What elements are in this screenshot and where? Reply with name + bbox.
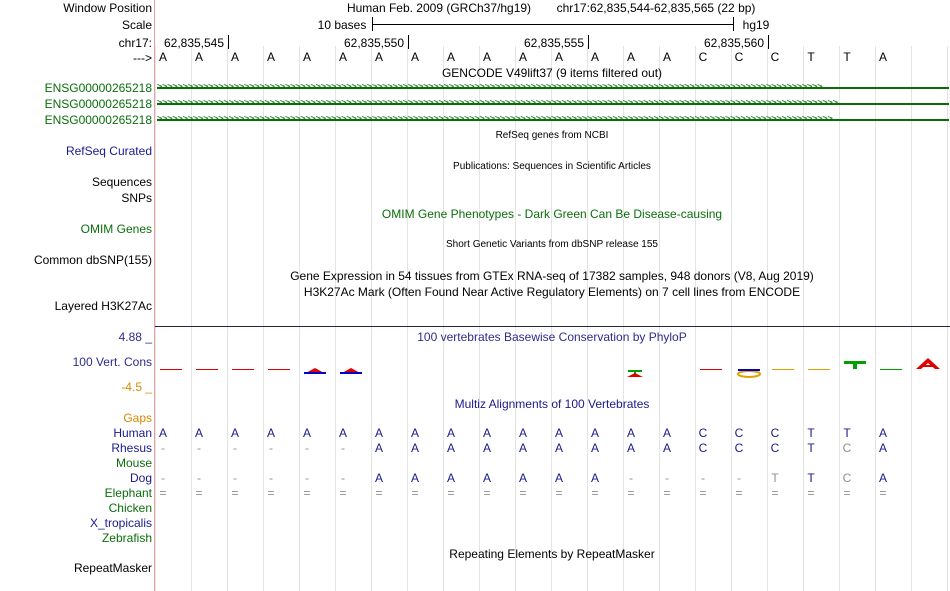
alignment-dog-base: - (701, 471, 705, 485)
base-guide-line (803, 46, 804, 591)
alignment-elephant-base: = (195, 486, 203, 500)
base-letter: A (518, 50, 527, 64)
logo-t-1 (627, 370, 643, 377)
base-letter: C (734, 50, 744, 64)
strand-arrow-label: ---> (133, 51, 152, 65)
alignment-rhesus-base: A (446, 441, 455, 455)
alignment-human-base: A (446, 426, 455, 440)
base-guide-line (479, 46, 480, 591)
chromosome-label: chr17: (118, 36, 152, 50)
base-letter: C (698, 50, 708, 64)
base-guide-line (911, 46, 912, 591)
dbsnp-track-title: Short Genetic Variants from dbSNP release 155 (446, 239, 658, 250)
alignment-dog-base: C (842, 471, 852, 485)
base-letter: T (807, 50, 815, 64)
base-guide-line (659, 46, 660, 591)
alignment-elephant-base: = (879, 486, 887, 500)
alignment-human-base: A (590, 426, 599, 440)
alignment-elephant-base: = (159, 486, 167, 500)
coord-label-4: 62,835,560 (703, 36, 765, 50)
alignment-human-base: C (734, 426, 744, 440)
species-rhesus-label[interactable]: Rhesus (111, 441, 152, 455)
base-letter: A (266, 50, 275, 64)
base-letter: A (338, 50, 347, 64)
species-mouse-label[interactable]: Mouse (115, 456, 152, 470)
alignment-dog-base: A (410, 471, 419, 485)
alignment-elephant-base: = (303, 486, 311, 500)
alignment-rhesus-base: - (233, 441, 237, 455)
alignment-elephant-base: = (339, 486, 347, 500)
alignment-dog-base: - (341, 471, 345, 485)
alignment-elephant-base: = (447, 486, 455, 500)
multiz-track-title: Multiz Alignments of 100 Vertebrates (454, 397, 650, 411)
alignment-rhesus-base: C (770, 441, 780, 455)
alignment-elephant-base: = (267, 486, 275, 500)
base-guide-line (587, 46, 588, 591)
alignment-rhesus-base: A (590, 441, 599, 455)
alignment-human-base: A (482, 426, 491, 440)
alignment-rhesus-base: A (554, 441, 563, 455)
alignment-rhesus-base: A (662, 441, 671, 455)
alignment-rhesus-base: C (734, 441, 744, 455)
alignment-human-base: A (374, 426, 383, 440)
base-guide-line (155, 46, 156, 591)
species-elephant-label[interactable]: Elephant (104, 486, 152, 500)
species-chicken-label[interactable]: Chicken (108, 501, 152, 515)
sequences-label[interactable]: Sequences (91, 175, 152, 189)
gencode-transcript-3[interactable] (157, 114, 949, 124)
logo-mixed (738, 369, 760, 377)
strand-arrow-glyphs: >>>>>>>>>>>>>>>>>>>>>>>>>>>>>>>>>>>>>>>>>>>>>>>>>>>>>>>>>>>>>>>>>>>>>>>>>>>>>>>>>>>>>>>>>>>>>>>>>>>>>>>>>>>>>>>>>>>>>>>>>>>>>>>>>>>>> (157, 98, 838, 108)
common-dbsnp-label[interactable]: Common dbSNP(155) (33, 253, 152, 267)
gencode-transcript-1[interactable] (157, 82, 949, 92)
base-letter: A (194, 50, 203, 64)
scale-bar-right-tick (733, 17, 734, 31)
coord-tick-2 (408, 35, 409, 49)
base-guide-line (551, 46, 552, 591)
alignment-dog-base: A (374, 471, 383, 485)
alignment-human-base: A (878, 426, 887, 440)
alignment-human-base: A (554, 426, 563, 440)
refseq-track-title: RefSeq genes from NCBI (495, 130, 609, 141)
window-position-label: Window Position (63, 1, 152, 15)
alignment-rhesus-base: - (197, 441, 201, 455)
base-letter: T (843, 50, 851, 64)
alignment-elephant-base: = (663, 486, 671, 500)
alignment-elephant-base: = (519, 486, 527, 500)
logo-aa-2 (340, 368, 362, 374)
alignment-human-base: A (338, 426, 347, 440)
alignment-rhesus-base: C (842, 441, 852, 455)
alignment-dog-base: A (554, 471, 563, 485)
alignment-elephant-base: = (483, 486, 491, 500)
base-guide-line (335, 46, 336, 591)
base-letter: A (302, 50, 311, 64)
species-dog-label[interactable]: Dog (129, 471, 152, 485)
base-letter: A (878, 50, 887, 64)
alignment-rhesus-base: - (305, 441, 309, 455)
alignment-elephant-base: = (699, 486, 707, 500)
alignment-human-base: A (230, 426, 239, 440)
species-xtropicalis-label[interactable]: X_tropicalis (89, 516, 152, 530)
gencode-gene-label-2[interactable]: ENSG00000265218 (44, 97, 152, 111)
alignment-elephant-base: = (843, 486, 851, 500)
conservation-min-label: -4.5 _ (121, 380, 152, 394)
conservation-max-label: 4.88 _ (118, 330, 152, 344)
alignment-rhesus-base: - (269, 441, 273, 455)
alignment-dog-base: A (590, 471, 599, 485)
base-guide-line (767, 46, 768, 591)
repeatmasker-track-title: Repeating Elements by RepeatMasker (449, 547, 655, 561)
alignment-elephant-base: = (627, 486, 635, 500)
alignment-elephant-base: = (375, 486, 383, 500)
coord-label-1: 62,835,545 (163, 36, 225, 50)
strand-arrow-glyphs: >>>>>>>>>>>>>>>>>>>>>>>>>>>>>>>>>>>>>>>>>>>>>>>>>>>>>>>>>>>>>>>>>>>>>>>>>>>>>>>>>>>>>>>>>>>>>>>>>>>>>>>>>>>>>>>>>>>>>>>>>>>>>>>>>>>> (157, 114, 833, 124)
alignment-elephant-base: = (771, 486, 779, 500)
base-letter: C (770, 50, 780, 64)
alignment-human-base: T (843, 426, 851, 440)
label-divider (154, 0, 155, 591)
snps-label[interactable]: SNPs (121, 191, 152, 205)
base-letter: A (590, 50, 599, 64)
alignment-human-base: A (410, 426, 419, 440)
logo-t-2 (844, 361, 866, 369)
gaps-label[interactable]: Gaps (123, 411, 152, 425)
base-guide-line (875, 46, 876, 591)
gencode-gene-label-3[interactable]: ENSG00000265218 (44, 113, 152, 127)
base-letter: A (374, 50, 383, 64)
alignment-rhesus-base: A (878, 441, 887, 455)
alignment-dog-base: - (737, 471, 741, 485)
alignment-rhesus-base: A (410, 441, 419, 455)
refseq-curated-label[interactable]: RefSeq Curated (65, 144, 152, 158)
alignment-elephant-base: = (735, 486, 743, 500)
alignment-human-base: A (302, 426, 311, 440)
alignment-dog-base: A (518, 471, 527, 485)
alignment-dog-base: A (446, 471, 455, 485)
alignment-dog-base: T (771, 471, 779, 485)
alignment-dog-base: T (807, 471, 815, 485)
alignment-elephant-base: = (591, 486, 599, 500)
base-guide-line (371, 46, 372, 591)
position-readout: chr17:62,835,544-62,835,565 (22 bp) (556, 1, 756, 15)
alignment-rhesus-base: T (807, 441, 815, 455)
assembly-title: Human Feb. 2009 (GRCh37/hg19) (346, 1, 532, 15)
coord-tick-1 (228, 35, 229, 49)
alignment-dog-base: - (665, 471, 669, 485)
coord-tick-4 (768, 35, 769, 49)
alignment-dog-base: - (269, 471, 273, 485)
base-letter: A (446, 50, 455, 64)
base-letter: A (554, 50, 563, 64)
logo-a-red (916, 358, 940, 369)
alignment-human-base: A (266, 426, 275, 440)
base-guide-line (263, 46, 264, 591)
base-guide-line (695, 46, 696, 591)
gencode-track-title: GENCODE V49lift37 (9 items filtered out) (441, 66, 663, 80)
base-letter: A (662, 50, 671, 64)
layered-h3k27ac-label[interactable]: Layered H3K27Ac (54, 299, 152, 313)
base-guide-line (947, 46, 948, 591)
alignment-elephant-base: = (231, 486, 239, 500)
alignment-human-base: A (626, 426, 635, 440)
h3k27ac-baseline (155, 326, 950, 327)
alignment-human-base: A (518, 426, 527, 440)
base-guide-line (515, 46, 516, 591)
repeatmasker-label[interactable]: RepeatMasker (73, 561, 152, 575)
alignment-elephant-base: = (411, 486, 419, 500)
base-guide-line (191, 46, 192, 591)
omim-track-title: OMIM Gene Phenotypes - Dark Green Can Be Disease-causing (381, 207, 723, 221)
base-letter: A (158, 50, 167, 64)
alignment-human-base: A (194, 426, 203, 440)
species-human-label[interactable]: Human (113, 426, 152, 440)
species-zebrafish-label[interactable]: Zebrafish (101, 531, 152, 545)
base-guide-line (407, 46, 408, 591)
alignment-dog-base: A (482, 471, 491, 485)
alignment-elephant-base: = (807, 486, 815, 500)
scale-bar (372, 24, 734, 25)
base-guide-line (443, 46, 444, 591)
alignment-dog-base: A (878, 471, 887, 485)
h3k27ac-track-title: H3K27Ac Mark (Often Found Near Active Regulatory Elements) on 7 cell lines from ENCODE (303, 285, 801, 299)
low-conservation-dashes (160, 369, 902, 370)
base-guide-line (227, 46, 228, 591)
base-guide-line (839, 46, 840, 591)
alignment-rhesus-base: C (698, 441, 708, 455)
coord-label-2: 62,835,550 (343, 36, 405, 50)
base-letter: A (626, 50, 635, 64)
base-guide-line (623, 46, 624, 591)
gencode-transcript-2[interactable] (157, 98, 949, 108)
alignment-rhesus-base: A (626, 441, 635, 455)
vert-cons-label[interactable]: 100 Vert. Cons (72, 355, 152, 369)
alignment-human-base: C (770, 426, 780, 440)
alignment-elephant-base: = (555, 486, 563, 500)
alignment-dog-base: - (161, 471, 165, 485)
gencode-gene-label-1[interactable]: ENSG00000265218 (44, 81, 152, 95)
base-letter: A (230, 50, 239, 64)
base-letter: A (482, 50, 491, 64)
coord-tick-3 (588, 35, 589, 49)
alignment-dog-base: - (197, 471, 201, 485)
publications-track-title: Publications: Sequences in Scientific Articles (453, 161, 651, 172)
alignment-rhesus-base: A (518, 441, 527, 455)
alignment-human-base: A (158, 426, 167, 440)
omim-genes-label[interactable]: OMIM Genes (80, 222, 152, 236)
base-letter: A (410, 50, 419, 64)
alignment-dog-base: - (305, 471, 309, 485)
logo-aa-1 (304, 368, 326, 374)
alignment-rhesus-base: A (374, 441, 383, 455)
alignment-human-base: C (698, 426, 708, 440)
scale-bar-left-tick (372, 17, 373, 31)
scale-bar-label: 10 bases (317, 18, 367, 32)
alignment-rhesus-base: A (482, 441, 491, 455)
alignment-rhesus-base: - (341, 441, 345, 455)
coord-label-3: 62,835,555 (523, 36, 585, 50)
alignment-dog-base: - (233, 471, 237, 485)
strand-arrow-glyphs: >>>>>>>>>>>>>>>>>>>>>>>>>>>>>>>>>>>>>>>>>>>>>>>>>>>>>>>>>>>>>>>>>>>>>>>>>>>>>>>>>>>>>>>>>>>>>>>>>>>>>>>>>>>>>>>>>>>>>>>>>>>>>>>>>> (157, 82, 823, 92)
base-guide-line (299, 46, 300, 591)
alignment-human-base: T (807, 426, 815, 440)
base-guide-line (731, 46, 732, 591)
phylop-track-title: 100 vertebrates Basewise Conservation by PhyloP (417, 330, 687, 344)
db-label: hg19 (742, 18, 770, 32)
alignment-dog-base: - (629, 471, 633, 485)
alignment-rhesus-base: - (161, 441, 165, 455)
alignment-human-base: A (662, 426, 671, 440)
gtex-track-title: Gene Expression in 54 tissues from GTEx RNA-seq of 17382 samples, 948 donors (V8, Aug 2019) (290, 269, 814, 283)
scale-label: Scale (121, 18, 152, 32)
conservation-logo-track (155, 355, 950, 381)
